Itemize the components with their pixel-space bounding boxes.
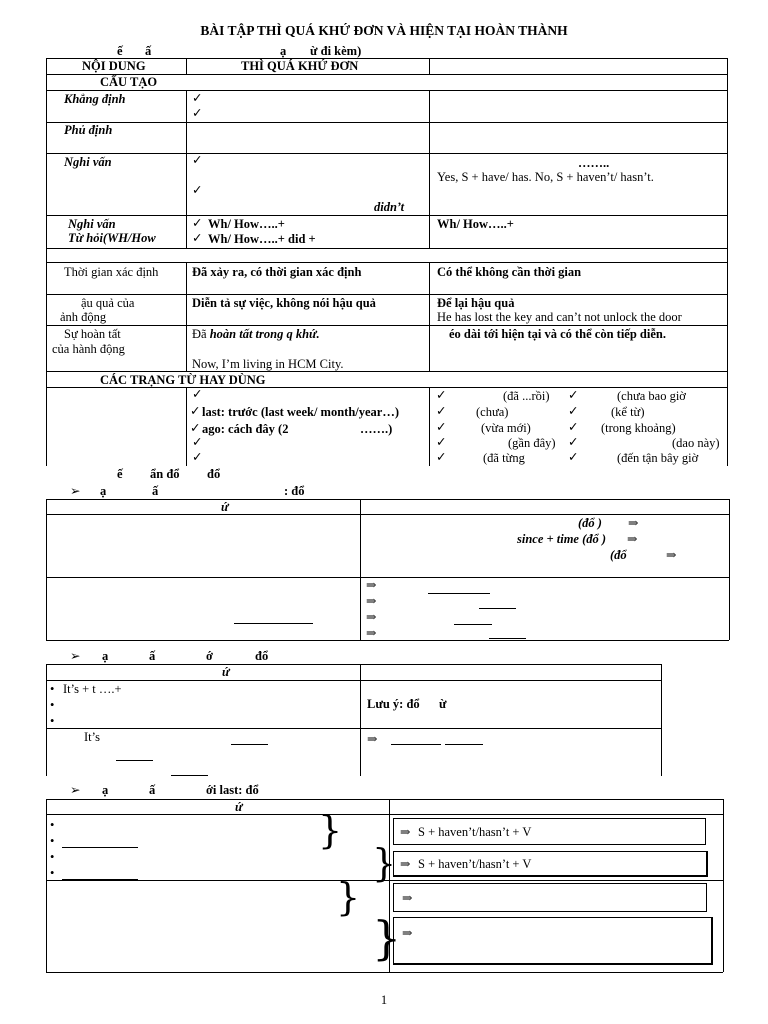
blank-line xyxy=(489,638,526,639)
check-icon: ✓ xyxy=(436,435,447,449)
check-icon: ✓ xyxy=(192,231,203,245)
blank-line xyxy=(62,879,138,880)
check-icon: ✓ xyxy=(436,388,447,402)
section2-bullet: ấ xyxy=(152,484,159,498)
check-icon: ✓ xyxy=(192,91,203,105)
arrow-icon: ⇒ xyxy=(366,610,377,624)
check-icon: ✓ xyxy=(192,216,203,230)
adv-ago-dots: …….) xyxy=(360,422,393,436)
check-icon: ✓ xyxy=(568,388,579,402)
wh-mid-2: Wh/ How…..+ did + xyxy=(208,232,316,246)
blank-line xyxy=(479,608,516,609)
arrow-icon: ⇒ xyxy=(627,532,638,546)
answer-box-2-text: S + haven’t/hasn’t + V xyxy=(418,857,532,871)
brace-icon: } xyxy=(372,911,402,965)
section3-note: Lưu ý: đổ xyxy=(367,697,420,711)
question-answer: Yes, S + have/ has. No, S + haven’t/ hasn’t. xyxy=(437,170,654,184)
result-right-1: Để lại hậu quả xyxy=(437,296,515,310)
row-time: Thời gian xác định xyxy=(64,265,159,279)
page-number: 1 xyxy=(380,993,388,1007)
complete-right: éo dài tới hiện tại và có thể còn tiếp diễn. xyxy=(449,327,666,341)
wh-right: Wh/ How…..+ xyxy=(437,217,514,231)
blank-line xyxy=(445,744,483,745)
header-content: NỘI DUNG xyxy=(82,59,146,73)
check-icon: ✓ xyxy=(436,404,447,418)
section4-bullet: ạ xyxy=(102,783,109,797)
blank-line xyxy=(231,744,268,745)
arrow-icon: ⇒ xyxy=(666,548,677,562)
row-result-sub: ảnh động xyxy=(60,310,107,324)
section-adverbs: CÁC TRẠNG TỪ HAY DÙNG xyxy=(100,373,266,387)
arrow-icon: ⇒ xyxy=(367,732,378,746)
check-icon: ✓ xyxy=(192,387,203,401)
table2-head: ứ xyxy=(221,500,229,514)
arrow-icon: ⇒ xyxy=(366,594,377,608)
triangle-bullet-icon: ➢ xyxy=(70,649,81,663)
adv-never: (chưa bao giờ xyxy=(617,389,686,403)
adv-ever: (đã từng xyxy=(483,451,525,465)
table4-head: ứ xyxy=(235,800,243,814)
adv-yet: (chưa) xyxy=(476,405,509,419)
row-complete: Sự hoàn tất xyxy=(64,327,121,341)
row-affirmative: Khẳng định xyxy=(64,92,126,106)
section2-heading: đổ xyxy=(207,467,221,481)
adv-lately: (dao này) xyxy=(672,436,720,450)
section3-left-1: It’s + t ….+ xyxy=(63,682,122,696)
section2-heading: ế xyxy=(117,467,123,481)
result-right-2: He has lost the key and can’t not unlock the door xyxy=(437,310,682,324)
section3-its: It’s xyxy=(84,730,100,744)
check-icon: ✓ xyxy=(192,106,203,120)
section2-right-1: (đổ ) xyxy=(578,516,602,530)
arrow-icon: ⇒ xyxy=(400,825,411,839)
check-icon: ✓ xyxy=(192,450,203,464)
section2-bullet: : đổ xyxy=(284,484,305,498)
section2-bullet: ạ xyxy=(100,484,107,498)
blank-line xyxy=(428,593,490,594)
subtitle-fragment: ấ xyxy=(145,44,152,58)
triangle-bullet-icon: ➢ xyxy=(70,484,81,498)
adv-so-far: (đến tận bây giờ xyxy=(617,451,699,465)
wh-mid-1: Wh/ How…..+ xyxy=(208,217,285,231)
complete-mid-example: Now, I’m living in HCM City. xyxy=(192,357,344,371)
section3-bullet: ạ xyxy=(102,649,109,663)
blank-line xyxy=(116,760,153,761)
row-wh-question: Nghi vấn xyxy=(68,217,116,231)
row-question: Nghi vấn xyxy=(64,155,112,169)
row-wh-question-sub: Từ hỏi(WH/How xyxy=(68,231,156,245)
check-icon: ✓ xyxy=(192,183,203,197)
didnt-text: didn’t xyxy=(374,200,405,214)
arrow-icon: ⇒ xyxy=(400,857,411,871)
header-past-simple: THÌ QUÁ KHỨ ĐƠN xyxy=(241,59,359,73)
section3-note: ừ xyxy=(439,697,447,711)
adv-already: (đã ...rồi) xyxy=(503,389,550,403)
check-icon: ✓ xyxy=(192,435,203,449)
blank-line xyxy=(62,847,138,848)
arrow-icon: ⇒ xyxy=(366,626,377,640)
blank-line xyxy=(62,728,138,729)
time-mid: Đã xảy ra, có thời gian xác định xyxy=(192,265,362,279)
blank-line xyxy=(171,775,208,776)
subtitle-fragment: ạ xyxy=(280,44,287,58)
section3-bullet: đổ xyxy=(255,649,269,663)
answer-box-1-text: S + haven’t/hasn’t + V xyxy=(418,825,532,839)
bullet-dot: • xyxy=(50,714,55,728)
section2-right-2: since + time (đổ ) xyxy=(517,532,607,546)
subtitle-fragment: ế xyxy=(117,44,123,58)
check-icon: ✓ xyxy=(436,420,447,434)
arrow-icon: ⇒ xyxy=(366,578,377,592)
blank-line xyxy=(391,744,441,745)
check-icon: ✓ xyxy=(190,404,201,418)
arrow-icon: ⇒ xyxy=(402,926,413,940)
arrow-icon: ⇒ xyxy=(402,891,413,905)
check-icon: ✓ xyxy=(190,421,201,435)
blank-line xyxy=(454,624,492,625)
bullet-dot: • xyxy=(50,818,55,832)
section2-right-3: (đổ xyxy=(610,548,627,562)
bullet-dot: • xyxy=(50,866,55,880)
arrow-icon: ⇒ xyxy=(628,516,639,530)
question-dots: …….. xyxy=(578,156,610,170)
bullet-dot: • xyxy=(50,682,55,696)
subtitle-fragment: ừ đi kèm) xyxy=(310,44,362,58)
bullet-dot: • xyxy=(50,834,55,848)
check-icon: ✓ xyxy=(568,435,579,449)
brace-icon: } xyxy=(318,808,343,852)
adv-last: last: trước (last week/ month/year…) xyxy=(202,405,400,419)
adv-for: (trong khoảng) xyxy=(601,421,676,435)
adv-since: (kể từ) xyxy=(611,405,645,419)
row-result: ậu quả của xyxy=(81,296,135,310)
adv-just: (vừa mới) xyxy=(481,421,531,435)
check-icon: ✓ xyxy=(192,153,203,167)
bullet-dot: • xyxy=(50,850,55,864)
check-icon: ✓ xyxy=(568,404,579,418)
brace-icon: } xyxy=(372,841,397,885)
adv-recently: (gần đây) xyxy=(508,436,556,450)
adv-ago: ago: cách đây (2 xyxy=(202,422,289,436)
complete-mid: Đã hoàn tất trong q khứ. xyxy=(192,327,320,341)
time-right: Có thể không cần thời gian xyxy=(437,265,582,279)
blank-line xyxy=(234,623,313,624)
row-complete-sub: của hành động xyxy=(52,342,125,356)
document-title: BÀI TẬP THÌ QUÁ KHỨ ĐƠN VÀ HIỆN TẠI HOÀN THÀNH xyxy=(200,23,568,38)
answer-box-4 xyxy=(393,917,713,965)
check-icon: ✓ xyxy=(436,450,447,464)
check-icon: ✓ xyxy=(568,420,579,434)
section-structure: CẤU TẠO xyxy=(100,75,158,89)
check-icon: ✓ xyxy=(568,450,579,464)
row-negative: Phủ định xyxy=(64,123,113,137)
section3-bullet: ớ xyxy=(206,649,213,663)
section2-heading: ẩn đổ xyxy=(150,467,180,481)
section4-bullet: ới last: đổ xyxy=(206,783,259,797)
section3-bullet: ấ xyxy=(149,649,156,663)
table3-head: ứ xyxy=(222,665,230,679)
result-mid: Diễn tả sự việc, không nói hậu quả xyxy=(192,296,376,310)
brace-icon: } xyxy=(336,875,361,919)
section4-bullet: ấ xyxy=(149,783,156,797)
bullet-dot: • xyxy=(50,698,55,712)
answer-box-3 xyxy=(393,883,707,912)
triangle-bullet-icon: ➢ xyxy=(70,783,81,797)
